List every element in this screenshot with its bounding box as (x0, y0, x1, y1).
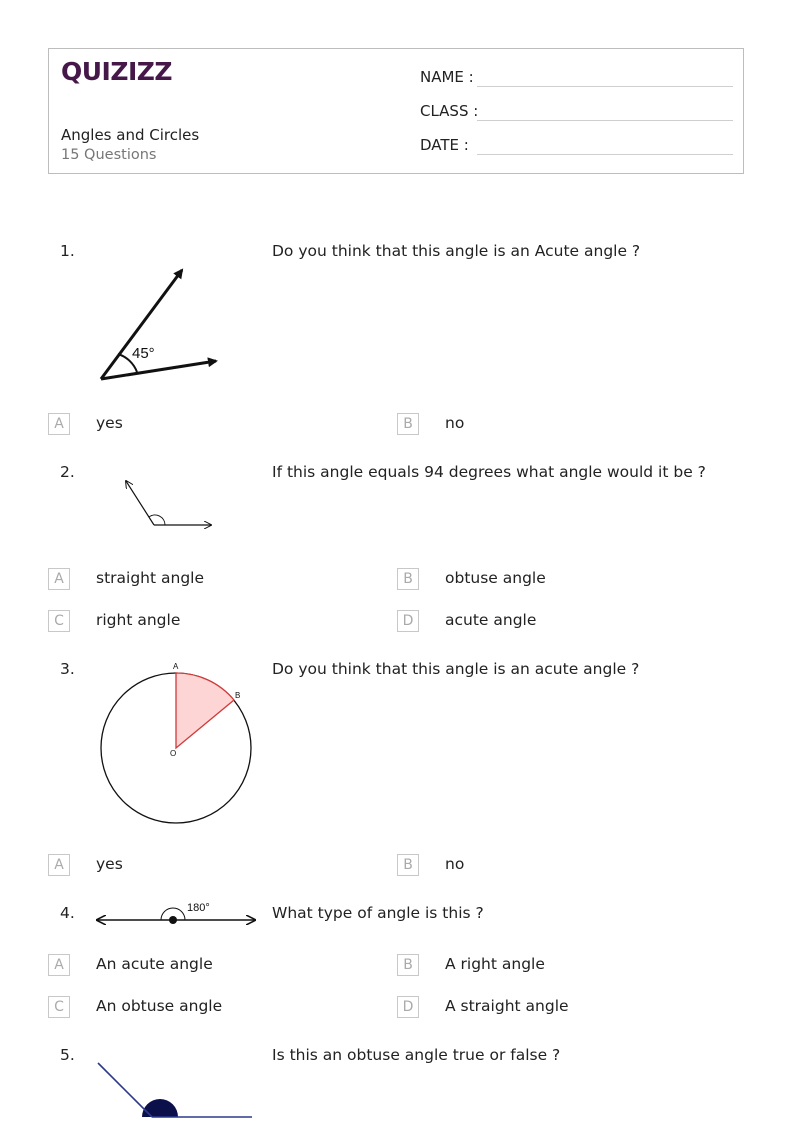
q2-option-b-letter[interactable]: B (397, 568, 419, 590)
q2-option-c-text[interactable]: right angle (96, 611, 181, 629)
angle-label: 180° (187, 902, 210, 914)
worksheet-title: Angles and Circles (61, 126, 200, 144)
q1-option-b-letter[interactable]: B (397, 413, 419, 435)
question-5-number: 5. (60, 1046, 75, 1064)
q3-option-a-text[interactable]: yes (96, 855, 123, 873)
q2-option-a-letter[interactable]: A (48, 568, 70, 590)
q4-option-d-letter[interactable]: D (397, 996, 419, 1018)
point-a-label: A (173, 662, 179, 671)
angle-ray-upper (98, 1063, 152, 1117)
q1-option-a-text[interactable]: yes (96, 414, 123, 432)
question-3-text: Do you think that this angle is an acute angle ? (272, 660, 640, 678)
q2-option-d-letter[interactable]: D (397, 610, 419, 632)
quizizz-logo: QUIZIZZ (61, 57, 173, 86)
name-label: NAME : (420, 68, 474, 86)
q3-option-a-letter[interactable]: A (48, 854, 70, 876)
q3-option-b-text[interactable]: no (445, 855, 465, 873)
q4-option-c-letter[interactable]: C (48, 996, 70, 1018)
q3-option-b-letter[interactable]: B (397, 854, 419, 876)
question-1-number: 1. (60, 242, 75, 260)
question-2-number: 2. (60, 463, 75, 481)
class-label: CLASS : (420, 102, 479, 120)
q4-option-b-letter[interactable]: B (397, 954, 419, 976)
question-4-number: 4. (60, 904, 75, 922)
angle-wedge (142, 1099, 178, 1117)
q2-option-c-letter[interactable]: C (48, 610, 70, 632)
q2-option-a-text[interactable]: straight angle (96, 569, 205, 587)
q4-option-a-letter[interactable]: A (48, 954, 70, 976)
point-o-label: O (170, 749, 177, 758)
date-label: DATE : (420, 136, 469, 154)
q4-option-d-text[interactable]: A straight angle (445, 997, 569, 1015)
q1-option-b-text[interactable]: no (445, 414, 465, 432)
question-5-text: Is this an obtuse angle true or false ? (272, 1046, 561, 1064)
question-count: 15 Questions (61, 147, 157, 163)
q4-option-a-text[interactable]: An acute angle (96, 955, 213, 973)
q2-option-d-text[interactable]: acute angle (445, 611, 537, 629)
point-b-label: B (235, 691, 241, 700)
q2-option-b-text[interactable]: obtuse angle (445, 569, 546, 587)
q4-option-c-text[interactable]: An obtuse angle (96, 997, 223, 1015)
question-2-text: If this angle equals 94 degrees what angle would it be ? (272, 463, 706, 481)
q1-option-a-letter[interactable]: A (48, 413, 70, 435)
q4-option-b-text[interactable]: A right angle (445, 955, 545, 973)
angle-label: 45° (132, 345, 155, 362)
question-1-text: Do you think that this angle is an Acute angle ? (272, 242, 641, 260)
question-4-text: What type of angle is this ? (272, 904, 484, 922)
question-3-number: 3. (60, 660, 75, 678)
